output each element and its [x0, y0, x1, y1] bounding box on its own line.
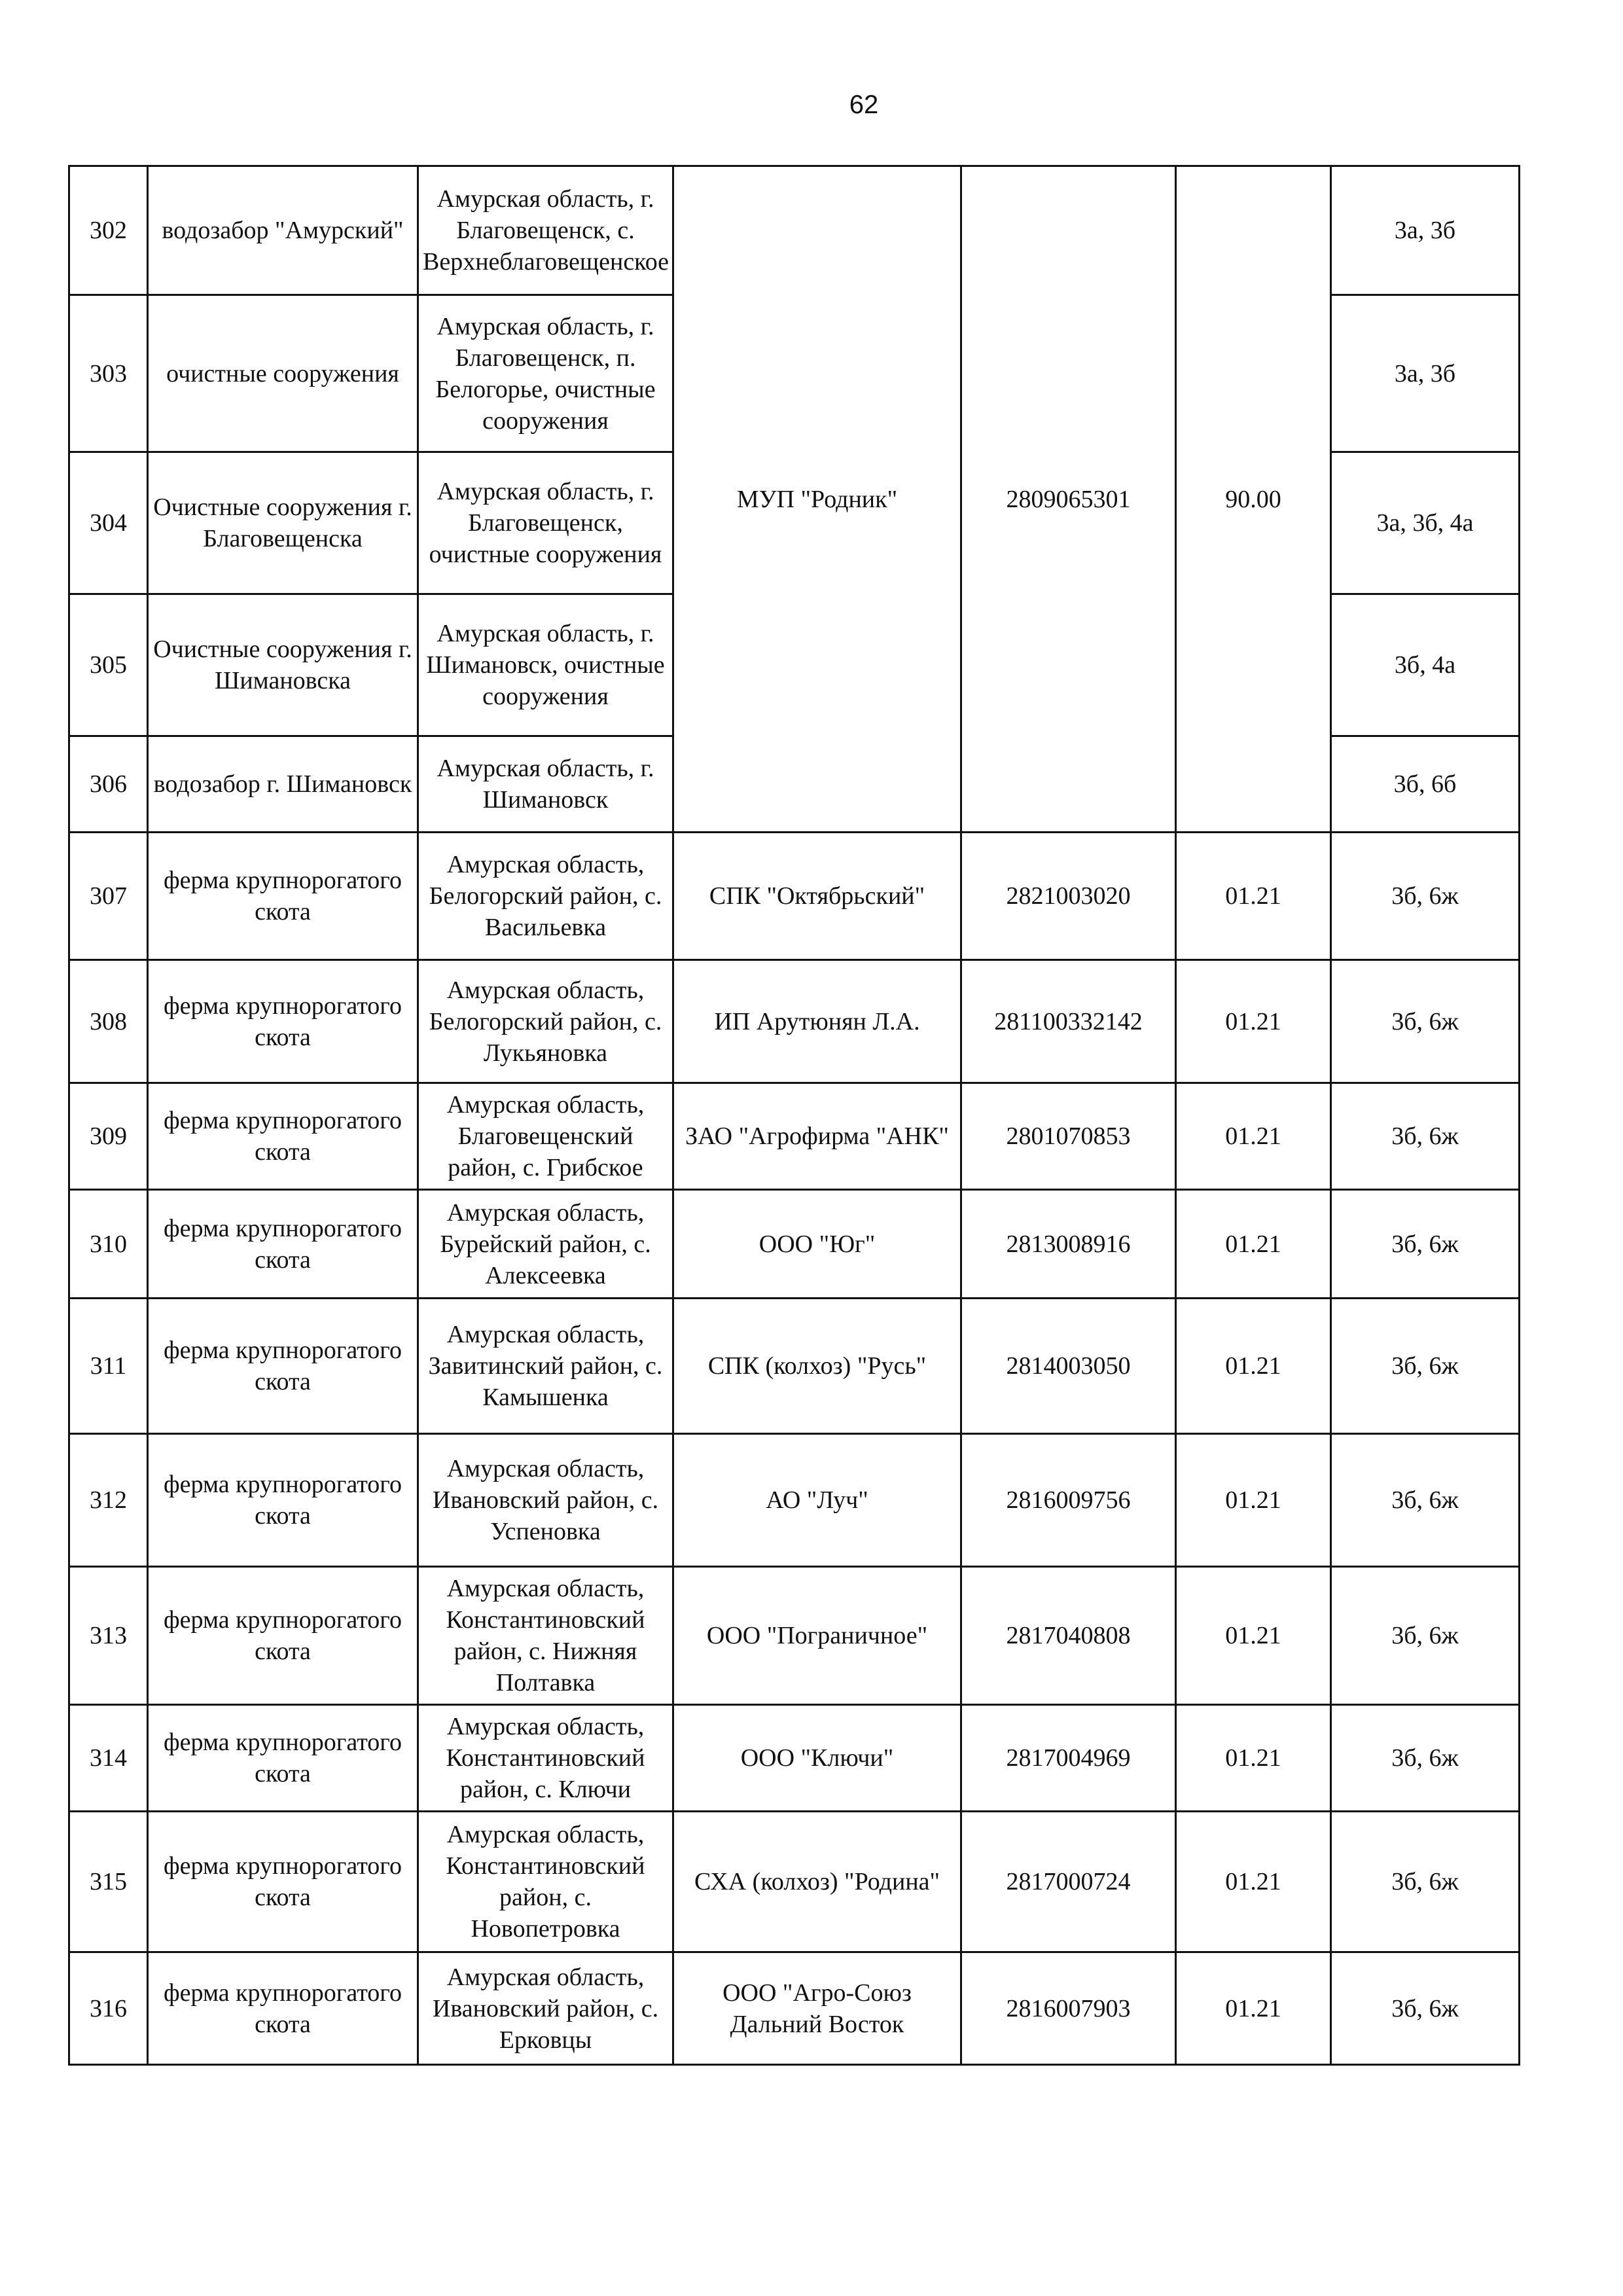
- category: 3б, 6ж: [1331, 1299, 1520, 1434]
- row-number: 305: [69, 594, 148, 736]
- inn: 2816009756: [961, 1434, 1176, 1567]
- inn: 2817004969: [961, 1705, 1176, 1812]
- category: 3а, 3б: [1331, 166, 1520, 295]
- facility-name: ферма крупнорогатого скота: [148, 1812, 418, 1952]
- facility-address: Амурская область, Завитинский район, с. Камышенка: [418, 1299, 673, 1434]
- facility-name: ферма крупнорогатого скота: [148, 833, 418, 960]
- inn: 2821003020: [961, 833, 1176, 960]
- table-row: [69, 1299, 1520, 1434]
- facility-address: Амурская область, г. Благовещенск, очистные сооружения: [418, 452, 673, 594]
- facility-address: Амурская область, Бурейский район, с. Алексеевка: [418, 1190, 673, 1299]
- row-number: 313: [69, 1567, 148, 1705]
- row-number: 315: [69, 1812, 148, 1952]
- okved-code: 01.21: [1176, 1952, 1331, 2065]
- facility-address: Амурская область, Белогорский район, с. Васильевка: [418, 833, 673, 960]
- row-number: 310: [69, 1190, 148, 1299]
- facility-address: Амурская область, Константиновский район, с. Новопетровка: [418, 1812, 673, 1952]
- facility-name: водозабор "Амурский": [148, 166, 418, 295]
- facility-address: Амурская область, Благовещенский район, с. Грибское: [418, 1083, 673, 1190]
- table-row: [69, 1812, 1520, 1952]
- inn: 2801070853: [961, 1083, 1176, 1190]
- okved-code: 01.21: [1176, 833, 1331, 960]
- operator-name: ООО "Агро-Союз Дальний Восток: [673, 1952, 961, 2065]
- operator-name: ООО "Ключи": [673, 1705, 961, 1812]
- table-row: [69, 1567, 1520, 1705]
- facility-name: Очистные сооружения г. Шимановска: [148, 594, 418, 736]
- category: 3б, 6ж: [1331, 1434, 1520, 1567]
- facility-name: ферма крупнорогатого скота: [148, 1705, 418, 1812]
- operator-name: ООО "Пограничное": [673, 1567, 961, 1705]
- category: 3б, 6ж: [1331, 1083, 1520, 1190]
- table-row: [69, 960, 1520, 1083]
- row-number: 303: [69, 295, 148, 452]
- facility-name: ферма крупнорогатого скота: [148, 1952, 418, 2065]
- category: 3б, 6б: [1331, 736, 1520, 833]
- operator-name: ООО "Юг": [673, 1190, 961, 1299]
- facility-address: Амурская область, Константиновский район, с. Ключи: [418, 1705, 673, 1812]
- row-number: 309: [69, 1083, 148, 1190]
- category: 3б, 6ж: [1331, 960, 1520, 1083]
- okved-code: 01.21: [1176, 1434, 1331, 1567]
- operator-name: ИП Арутюнян Л.А.: [673, 960, 961, 1083]
- operator-name: МУП "Родник": [673, 166, 961, 833]
- inn: 2817000724: [961, 1812, 1176, 1952]
- facility-address: Амурская область, Ивановский район, с. Ерковцы: [418, 1952, 673, 2065]
- okved-code: 01.21: [1176, 1083, 1331, 1190]
- inn: 2816007903: [961, 1952, 1176, 2065]
- table-row: [69, 1083, 1520, 1190]
- facility-name: Очистные сооружения г. Благовещенска: [148, 452, 418, 594]
- row-number: 312: [69, 1434, 148, 1567]
- table-row: [69, 1952, 1520, 2065]
- category: 3б, 6ж: [1331, 1705, 1520, 1812]
- category: 3б, 6ж: [1331, 1190, 1520, 1299]
- inn: 281100332142: [961, 960, 1176, 1083]
- category: 3а, 3б, 4а: [1331, 452, 1520, 594]
- operator-name: АО "Луч": [673, 1434, 961, 1567]
- table-row: [69, 1434, 1520, 1567]
- facility-address: Амурская область, г. Шимановск: [418, 736, 673, 833]
- okved-code: 01.21: [1176, 1705, 1331, 1812]
- facility-address: Амурская область, г. Благовещенск, с. Верхнеблаговещенское: [418, 166, 673, 295]
- operator-name: СПК "Октябрьский": [673, 833, 961, 960]
- facility-name: очистные сооружения: [148, 295, 418, 452]
- okved-code: 90.00: [1176, 166, 1331, 833]
- row-number: 304: [69, 452, 148, 594]
- table-row: [69, 1705, 1520, 1812]
- inn: 2813008916: [961, 1190, 1176, 1299]
- okved-code: 01.21: [1176, 1812, 1331, 1952]
- facility-name: водозабор г. Шимановск: [148, 736, 418, 833]
- facility-address: Амурская область, г. Шимановск, очистные сооружения: [418, 594, 673, 736]
- facility-address: Амурская область, Белогорский район, с. Лукьяновка: [418, 960, 673, 1083]
- category: 3б, 4а: [1331, 594, 1520, 736]
- operator-name: СПК (колхоз) "Русь": [673, 1299, 961, 1434]
- table-row: [69, 1190, 1520, 1299]
- table-row: [69, 833, 1520, 960]
- category: 3б, 6ж: [1331, 1567, 1520, 1705]
- facility-address: Амурская область, Константиновский район, с. Нижняя Полтавка: [418, 1567, 673, 1705]
- row-number: 302: [69, 166, 148, 295]
- row-number: 316: [69, 1952, 148, 2065]
- row-number: 311: [69, 1299, 148, 1434]
- row-number: 306: [69, 736, 148, 833]
- table-row: [69, 166, 1520, 295]
- okved-code: 01.21: [1176, 960, 1331, 1083]
- facility-name: ферма крупнорогатого скота: [148, 1083, 418, 1190]
- okved-code: 01.21: [1176, 1299, 1331, 1434]
- operator-name: СХА (колхоз) "Родина": [673, 1812, 961, 1952]
- row-number: 307: [69, 833, 148, 960]
- facility-name: ферма крупнорогатого скота: [148, 1299, 418, 1434]
- category: 3б, 6ж: [1331, 1952, 1520, 2065]
- row-number: 308: [69, 960, 148, 1083]
- facility-name: ферма крупнорогатого скота: [148, 1190, 418, 1299]
- inn: 2814003050: [961, 1299, 1176, 1434]
- inn: 2817040808: [961, 1567, 1176, 1705]
- category: 3б, 6ж: [1331, 833, 1520, 960]
- okved-code: 01.21: [1176, 1190, 1331, 1299]
- facility-address: Амурская область, г. Благовещенск, п. Белогорье, очистные сооружения: [418, 295, 673, 452]
- facility-name: ферма крупнорогатого скота: [148, 1434, 418, 1567]
- facility-name: ферма крупнорогатого скота: [148, 960, 418, 1083]
- okved-code: 01.21: [1176, 1567, 1331, 1705]
- operator-name: ЗАО "Агрофирма "АНК": [673, 1083, 961, 1190]
- category: 3а, 3б: [1331, 295, 1520, 452]
- facility-name: ферма крупнорогатого скота: [148, 1567, 418, 1705]
- row-number: 314: [69, 1705, 148, 1812]
- inn: 2809065301: [961, 166, 1176, 833]
- page-number: 62: [849, 90, 879, 119]
- category: 3б, 6ж: [1331, 1812, 1520, 1952]
- facility-register-table: [68, 165, 1520, 2066]
- facility-address: Амурская область, Ивановский район, с. Успеновка: [418, 1434, 673, 1567]
